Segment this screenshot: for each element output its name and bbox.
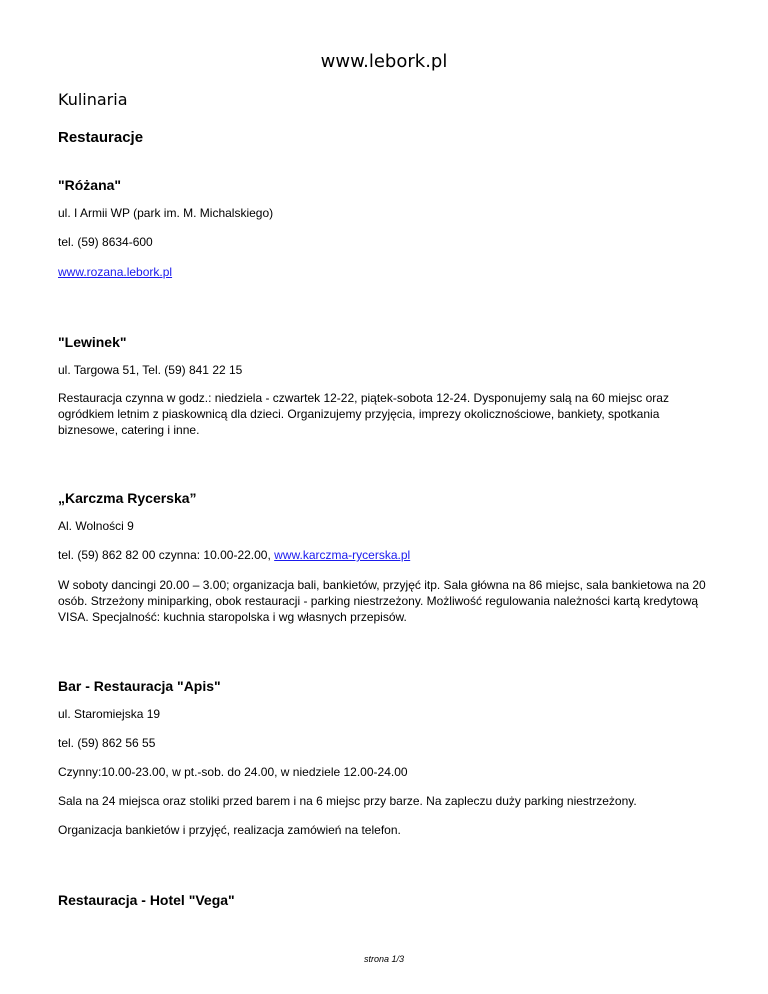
- page-number: strona 1/3: [363, 954, 405, 964]
- entry-karczma-phone: tel. (59) 862 82 00 czynna: 10.00-22.00,: [58, 548, 271, 562]
- entry-rozana-name: "Różana": [58, 177, 122, 193]
- entry-karczma-description: W soboty dancingi 20.00 – 3.00; organizacja bali, bankietów, przyjęć itp. Sala główna na 86 miejsc, sala bankietowa na 20 osób. Strzeżony miniparking, obok restauracji - parking niestrzeżony. Możliwość regulowania należności kartą kredytową VISA. Specjalność: kuchnia staropolska i wg własnych przepisów.: [58, 578, 706, 624]
- entry-apis-phone: tel. (59) 862 56 55: [58, 736, 156, 750]
- entry-karczma-address: Al. Wolności 9: [58, 519, 134, 533]
- entry-lewinek-address: ul. Targowa 51, Tel. (59) 841 22 15: [58, 363, 243, 377]
- site-title: www.lebork.pl: [320, 51, 448, 72]
- entry-rozana-address: ul. I Armii WP (park im. M. Michalskiego): [58, 206, 274, 220]
- category-heading: Restauracje: [58, 129, 144, 146]
- entry-apis-address: ul. Staromiejska 19: [58, 707, 161, 721]
- entry-lewinek-name: "Lewinek": [58, 334, 127, 350]
- entry-apis-description: Sala na 24 miejsca oraz stoliki przed barem i na 6 miejsc przy barze. Na zapleczu duży parking niestrzeżony.: [58, 794, 637, 808]
- entry-apis-name: Bar - Restauracja "Apis": [58, 678, 221, 694]
- entry-vega-name: Restauracja - Hotel "Vega": [58, 892, 235, 908]
- entry-karczma-link[interactable]: www.karczma-rycerska.pl: [274, 548, 411, 562]
- entry-rozana-link[interactable]: www.rozana.lebork.pl: [58, 265, 173, 279]
- entry-apis-hours: Czynny:10.00-23.00, w pt.-sob. do 24.00, w niedziele 12.00-24.00: [58, 765, 408, 779]
- entry-karczma-name: „Karczma Rycerska”: [58, 490, 197, 506]
- entry-apis-extra: Organizacja bankietów i przyjęć, realizacja zamówień na telefon.: [58, 823, 401, 837]
- entry-rozana-phone: tel. (59) 8634-600: [58, 235, 153, 249]
- section-title: Kulinaria: [58, 90, 128, 109]
- entry-lewinek-description: Restauracja czynna w godz.: niedziela - czwartek 12-22, piątek-sobota 12-24. Dysponujemy salą na 60 miejsc oraz ogródkiem letnim z piaskownicą dla dzieci. Organizujemy przyjęcia, imprezy okolicznościowe, bankiety, spotkania biznesowe, catering i inne.: [58, 391, 669, 437]
